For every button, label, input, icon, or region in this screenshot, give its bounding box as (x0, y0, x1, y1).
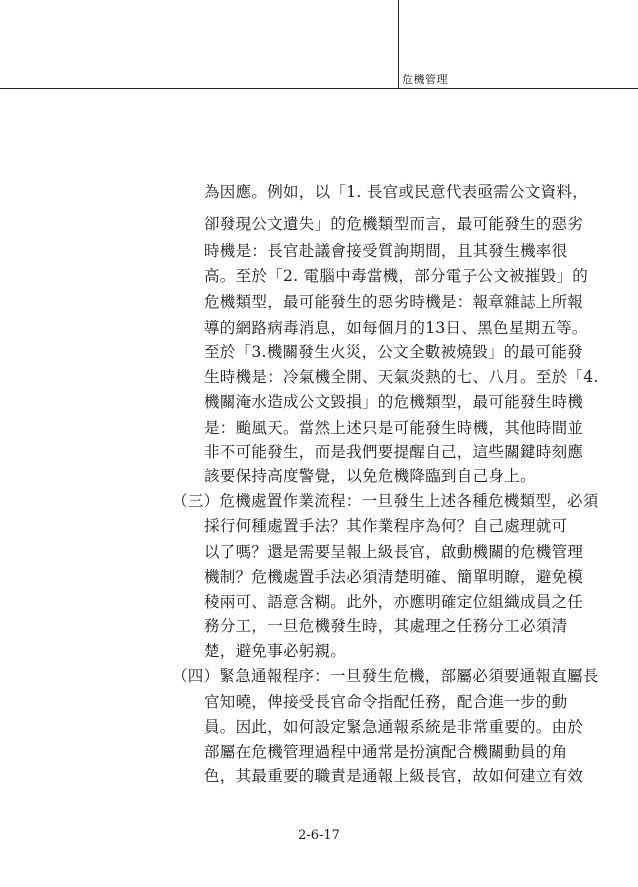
running-header: 危機管理 (402, 73, 448, 86)
body-line: 為因應。例如，以「1. 長官或民意代表亟需公文資料， (204, 183, 589, 201)
body-line: 卻發現公文遺失」的危機類型而言，最可能發生的惡劣 (204, 215, 584, 233)
body-line: 員。因此，如何設定緊急通報系統是非常重要的。由於 (204, 718, 584, 736)
body-line: 官知曉，俾接受長官命令指配任務，配合進一步的動 (204, 693, 568, 711)
body-line: 機制？危機處置手法必須清楚明確、簡單明瞭，避免模 (204, 568, 584, 586)
body-line: 機關淹水造成公文毀損」的危機類型，最可能發生時機 (204, 393, 584, 411)
section-heading-3: （三）危機處置作業流程：一旦發生上述各種危機類型，必須 (172, 492, 599, 510)
body-line: 該要保持高度警覺，以免危機降臨到自己身上。 (204, 467, 536, 485)
section-heading-4: （四）緊急通報程序：一旦發生危機，部屬必須要通報直屬長 (172, 667, 599, 685)
body-line: 稜兩可、語意含糊。此外，亦應明確定位組織成員之任 (204, 593, 584, 611)
body-line: 生時機是：冷氣機全開、天氣炎熱的七、八月。至於「4. (204, 368, 599, 386)
body-line: 時機是：長官赴議會接受質詢期間，且其發生機率很 (204, 242, 568, 260)
body-line: 非不可能發生，而是我們要提醒自己，這些關鍵時刻應 (204, 443, 584, 461)
body-line: 楚，避免事必躬親。 (204, 642, 347, 660)
body-line: 導的網路病毒消息，如每個月的13日、黑色星期五等。 (204, 319, 588, 337)
body-line: 色，其最重要的職責是通報上級長官，故如何建立有效 (204, 767, 584, 785)
page-number: 2-6-17 (298, 828, 340, 843)
body-line: 高。至於「2. 電腦中毒當機，部分電子公文被摧毀」的 (204, 267, 589, 285)
body-line: 危機類型，最可能發生的惡劣時機是：報章雜誌上所報 (204, 293, 584, 311)
body-line: 採行何種處置手法？其作業程序為何？自己處理就可 (204, 517, 568, 535)
body-line: 部屬在危機管理過程中通常是扮演配合機關動員的角 (204, 743, 568, 761)
body-line: 務分工，一旦危機發生時，其處理之任務分工必須清 (204, 617, 568, 635)
body-line: 至於「3.機關發生火災，公文全數被燒毀」的最可能發 (204, 343, 583, 361)
body-line: 是：颱風天。當然上述只是可能發生時機，其他時間並 (204, 419, 584, 437)
body-line: 以了嗎？還是需要呈報上級長官，啟動機關的危機管理 (204, 543, 584, 561)
